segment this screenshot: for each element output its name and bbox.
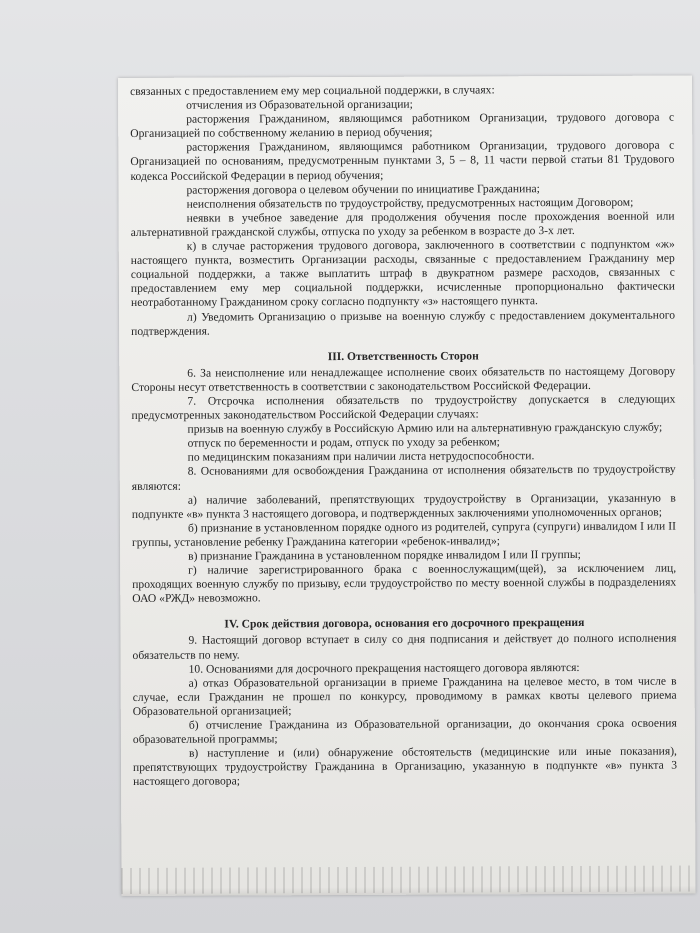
- paragraph: расторжения Гражданином, являющимся работником Организации, трудового договора с Организацией по основаниям, предусмотренным пунктами 3, 5 – 8, 11 части первой статьи 81 Трудового кодекса Российской Федерации в период обучения;: [130, 138, 675, 183]
- document-page: [118, 75, 696, 895]
- paragraph: 8. Основаниями для освобождения Гражданина от исполнения обязательств по трудоустройству являются:: [131, 463, 676, 493]
- paragraph: неисполнения обязательств по трудоустройству, предусмотренных настоящим Договором;: [186, 195, 634, 211]
- paragraph: неявки в учебное заведение для продолжения обучения после прохождения военной или альтернативной гражданской службы, отпуска по уходу за ребенком в возрасте до 3-х лет.: [130, 209, 675, 239]
- paragraph: л) Уведомить Организацию о призыве на военную службу с предоставлением документального подтверждения.: [131, 308, 676, 338]
- paragraph: а) наличие заболеваний, препятствующих трудоустройству в Организации, указанную в подпункте «в» пункта 3 настоящего договора, и подтвержденных заключениями уполномоченных органов;: [131, 491, 676, 521]
- paragraph: 7. Отсрочка исполнения обязательств по трудоустройству допускается в следующих предусмотренных законодательством Российской Федерации случаях:: [131, 392, 676, 423]
- paragraph: связанных с предоставлением ему мер социальной поддержки, в случаях:: [130, 83, 495, 98]
- paragraph: отпуск по беременности и родам, отпуск по уходу за ребенком;: [187, 435, 500, 450]
- paragraph: в) наступление и (или) обнаружение обстоятельств (медицинские или иные показания), препятствующих трудоустройству Гражданина в Организацию, указанную в подпункте «в» пункта 3 настоящего договора;: [132, 744, 678, 789]
- paragraph: б) признание в установленном порядке одного из родителей, супруга (супруги) инвалидом I или II группы, установление ребенку Гражданина категории «ребенок-инвалид»;: [131, 519, 676, 549]
- paragraph: г) наличие зарегистрированного брака с военнослужащим(щей), за исключением лиц, проходящих военную службу по призыву, если трудоустройство по месту военной службы в подразделениях ОАО «РЖД» невозможно.: [132, 561, 677, 606]
- section-heading: IV. Срок действия договора, основания его досрочного прекращения: [224, 616, 585, 631]
- paragraph: а) отказ Образовательной организации в приеме Гражданина на целевое место, в том числе в случае, если Гражданин не прошел по конкурсу, проводимому в рамках квоты целевого приема Образовательной организацией;: [132, 674, 677, 718]
- document-text: [130, 83, 677, 790]
- paragraph: в) признание Гражданина в установленном порядке инвалидом I или II группы;: [188, 547, 581, 563]
- paragraph: по медицинским показаниям при наличии листа нетрудоспособности.: [187, 449, 535, 465]
- section-heading: III. Ответственность Сторон: [327, 349, 479, 363]
- paragraph: б) отчисление Гражданина из Образовательной организации, до окончания срока освоения образовательной программы;: [132, 716, 677, 747]
- paragraph: отчисления из Образовательной организации;: [186, 97, 413, 112]
- paragraph: расторжения Гражданином, являющимся работником Организации, трудового договора с Организацией по собственному желанию в период обучения;: [130, 110, 675, 141]
- paragraph: 10. Основаниями для досрочного прекращения настоящего договора являются:: [188, 660, 580, 676]
- paragraph: 6. За неисполнение или ненадлежащее исполнение своих обязательств по настоящему Договору Стороны несут ответственность в соответствии с законодательством Российской Федерации.: [131, 364, 676, 394]
- paragraph: расторжения договора о целевом обучении по инициативе Гражданина;: [186, 181, 540, 197]
- paragraph: 9. Настоящий договор вступает в силу со дня подписания и действует до полного исполнения обязательств по нему.: [132, 632, 677, 662]
- paragraph: призыв на военную службу в Российскую Армию или на альтернативную гражданскую службу;: [187, 420, 663, 436]
- paragraph: к) в случае расторжения трудового договора, заключенного в соответствии с подпунктом «ж» настоящего пункта, возместить Организации расходы, связанные с предоставлением Гражданину мер социальной поддержки, а также выплатить штраф в двукратном размере расходов, связанных с предоставлением ему мер социальной поддержки, исчисленные пропорционально фактически неотработанному Гражданином сроку согласно подпункту «з» настоящего пункта.: [130, 237, 675, 310]
